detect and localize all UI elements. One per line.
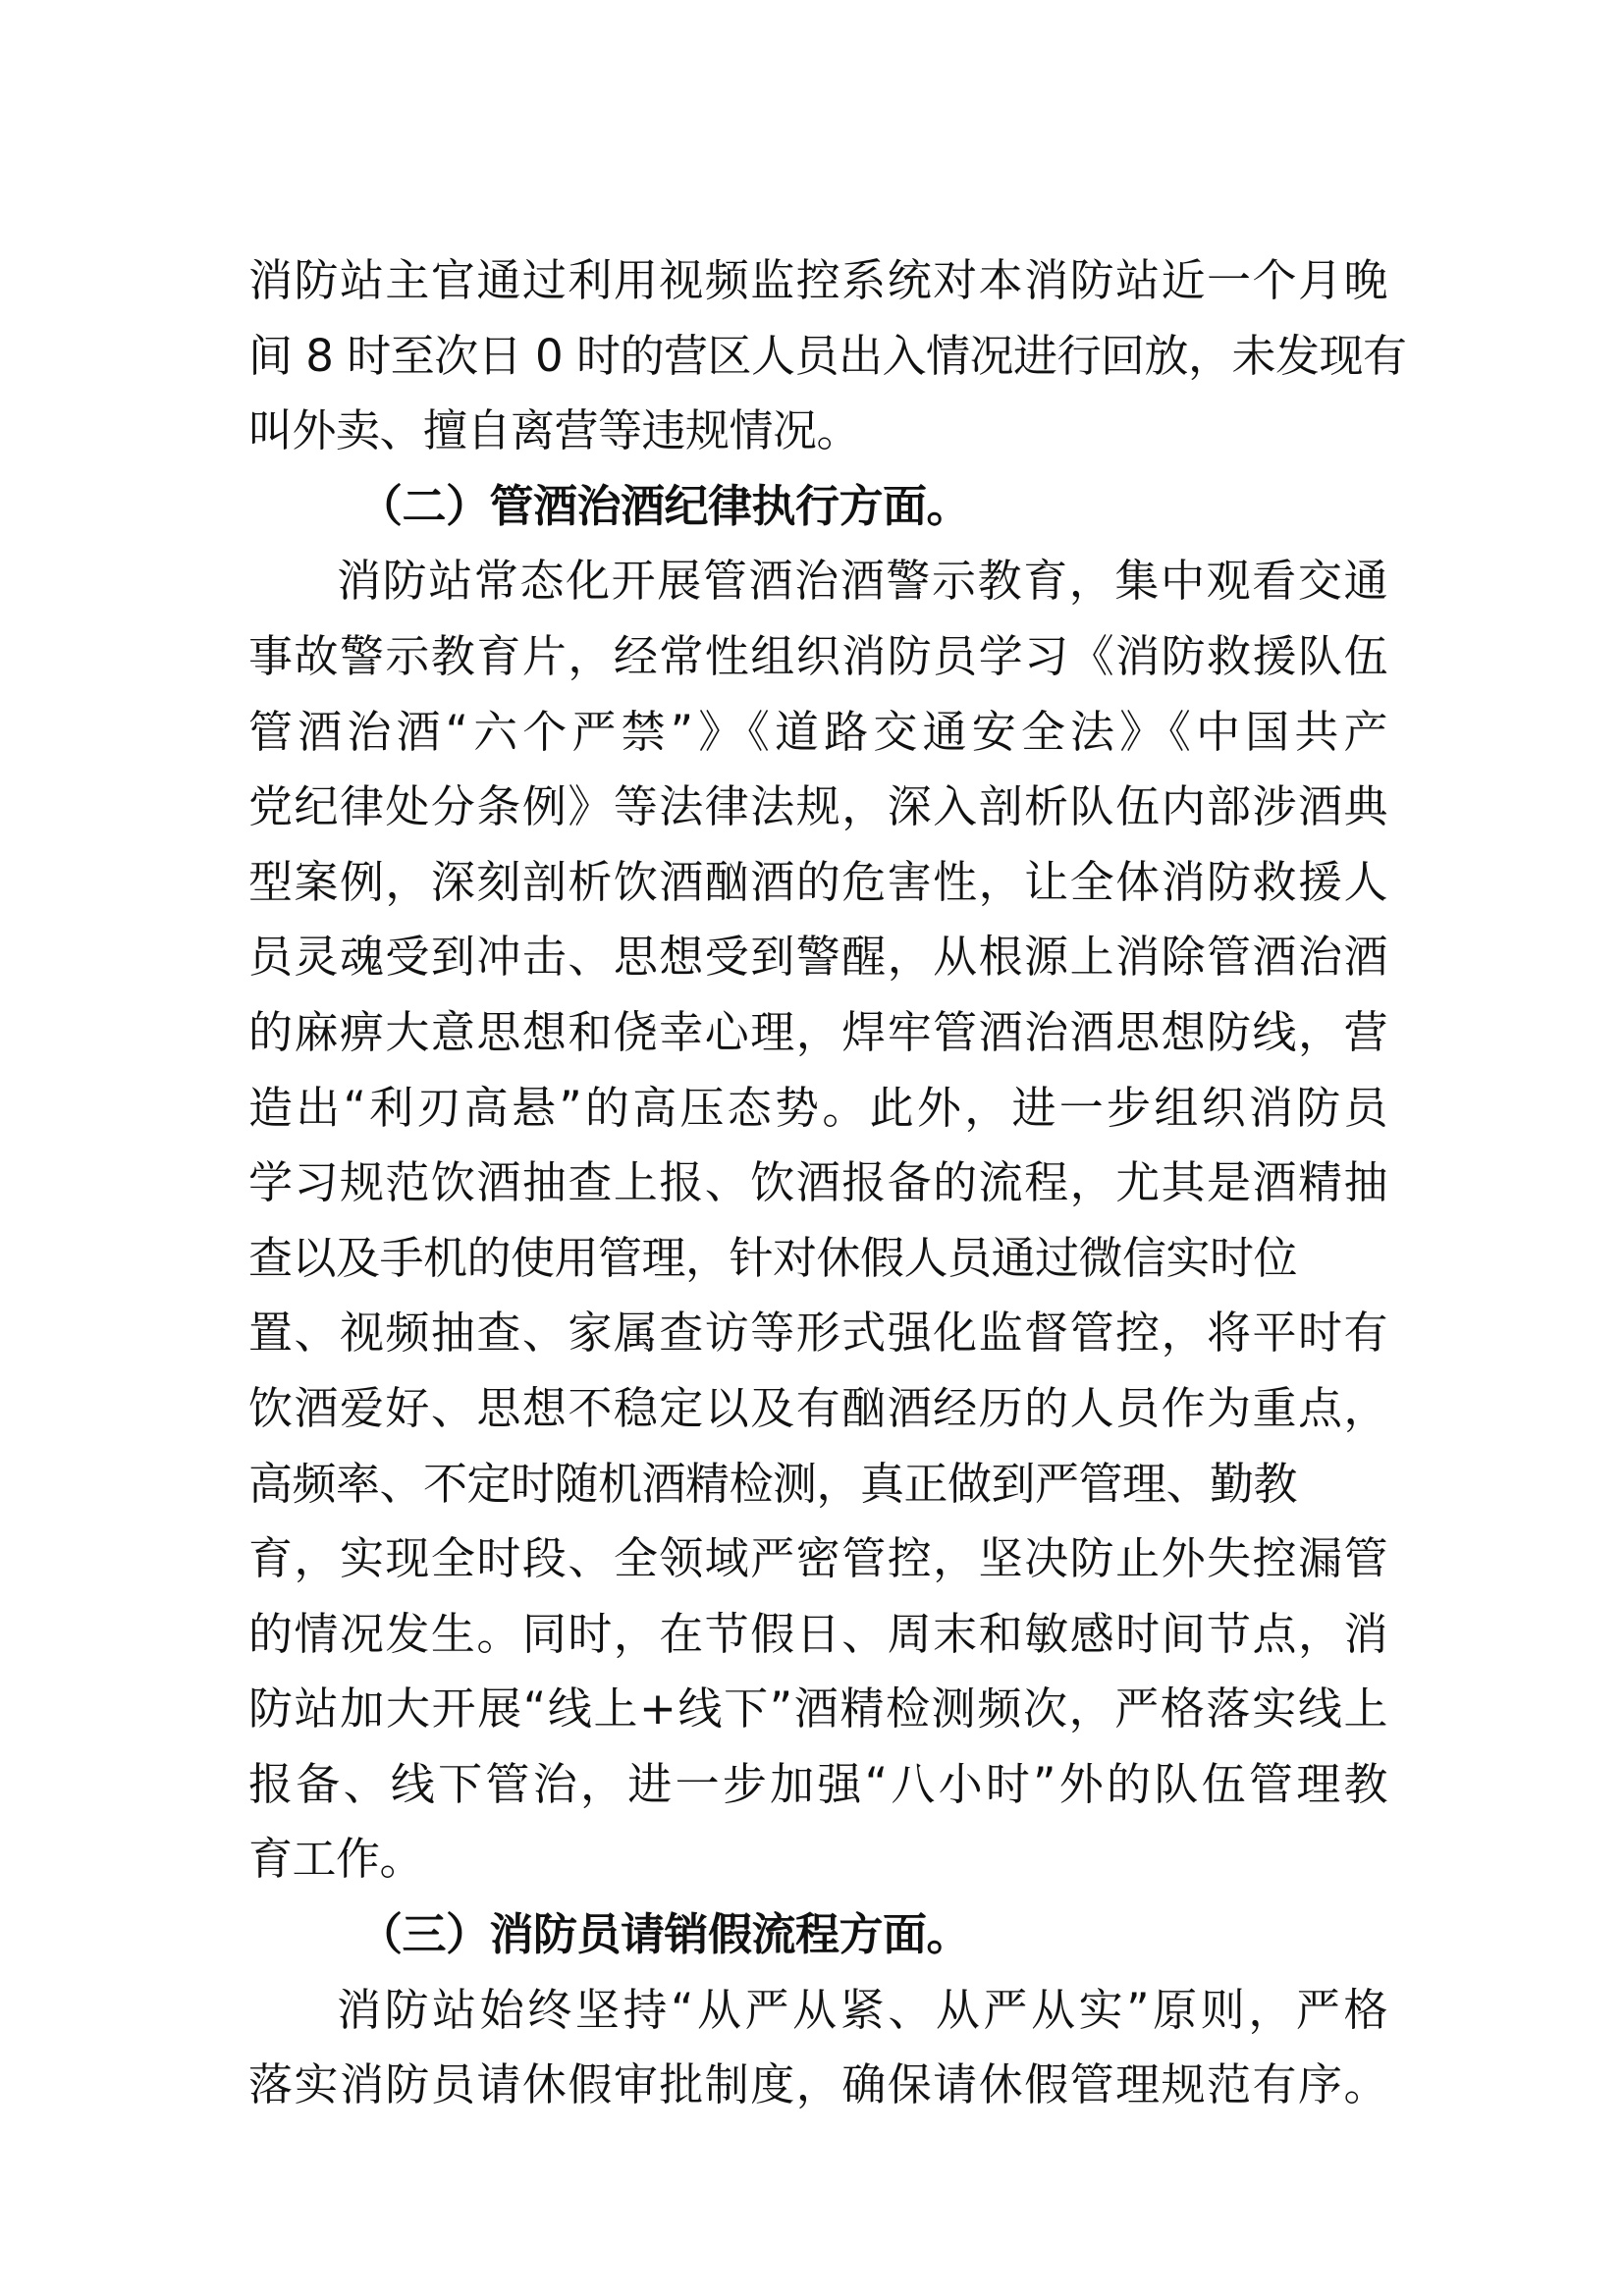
body-line: 学习规范饮酒抽查上报、饮酒报备的流程，尤其是酒精抽 <box>248 1156 1387 1209</box>
body-line: 防站加大开展“线上+线下”酒精检测频次，严格落实线上 <box>248 1682 1387 1735</box>
body-line: 消防站主官通过利用视频监控系统对本消防站近一个月晚 <box>248 254 1387 306</box>
body-line: 饮酒爱好、思想不稳定以及有酗酒经历的人员作为重点， <box>248 1381 1387 1434</box>
section-heading: （三）消防员请销假流程方面。 <box>358 1908 971 1961</box>
body-line: 员灵魂受到冲击、思想受到警醒，从根源上消除管酒治酒 <box>248 931 1387 984</box>
body-line: 间 8 时至次日 0 时的营区人员出入情况进行回放，未发现有 <box>248 329 1407 382</box>
body-line: 党纪律处分条例》等法律法规，深入剖析队伍内部涉酒典 <box>248 780 1387 833</box>
body-line: 置、视频抽查、家属查访等形式强化监督管控，将平时有 <box>248 1307 1387 1360</box>
body-line: 型案例，深刻剖析饮酒酗酒的危害性，让全体消防救援人 <box>248 855 1387 908</box>
body-line: 管酒治酒“六个严禁”》《道路交通安全法》《中国共产 <box>248 705 1387 758</box>
body-line: 育工作。 <box>248 1833 424 1886</box>
body-line: 查以及手机的使用管理，针对休假人员通过微信实时位 <box>248 1231 1298 1284</box>
body-line: 事故警示教育片，经常性组织消防员学习《消防救援队伍 <box>248 629 1387 682</box>
body-line: 高频率、不定时随机酒精检测，真正做到严管理、勤教 <box>248 1457 1298 1510</box>
body-line: 的情况发生。同时，在节假日、周末和敏感时间节点，消 <box>248 1607 1387 1660</box>
body-line: 报备、线下管治，进一步加强“八小时”外的队伍管理教 <box>248 1757 1387 1810</box>
section-heading: （二）管酒治酒纪律执行方面。 <box>358 479 971 532</box>
body-line: 育，实现全时段、全领域严密管控，坚决防止外失控漏管 <box>248 1532 1387 1585</box>
paragraph-first-line: 消防站始终坚持“从严从紧、从严从实”原则，严格 <box>337 1983 1387 2036</box>
document-page <box>248 243 1407 2123</box>
body-line: 落实消防员请休假审批制度，确保请休假管理规范有序。 <box>248 2058 1387 2111</box>
body-line: 的麻痹大意思想和侥幸心理，焊牢管酒治酒思想防线，营 <box>248 1005 1387 1058</box>
paragraph-first-line: 消防站常态化开展管酒治酒警示教育，集中观看交通 <box>337 555 1387 608</box>
body-line: 叫外卖、擅自离营等违规情况。 <box>248 404 861 457</box>
body-line: 造出“利刃高悬”的高压态势。此外，进一步组织消防员 <box>248 1081 1387 1134</box>
